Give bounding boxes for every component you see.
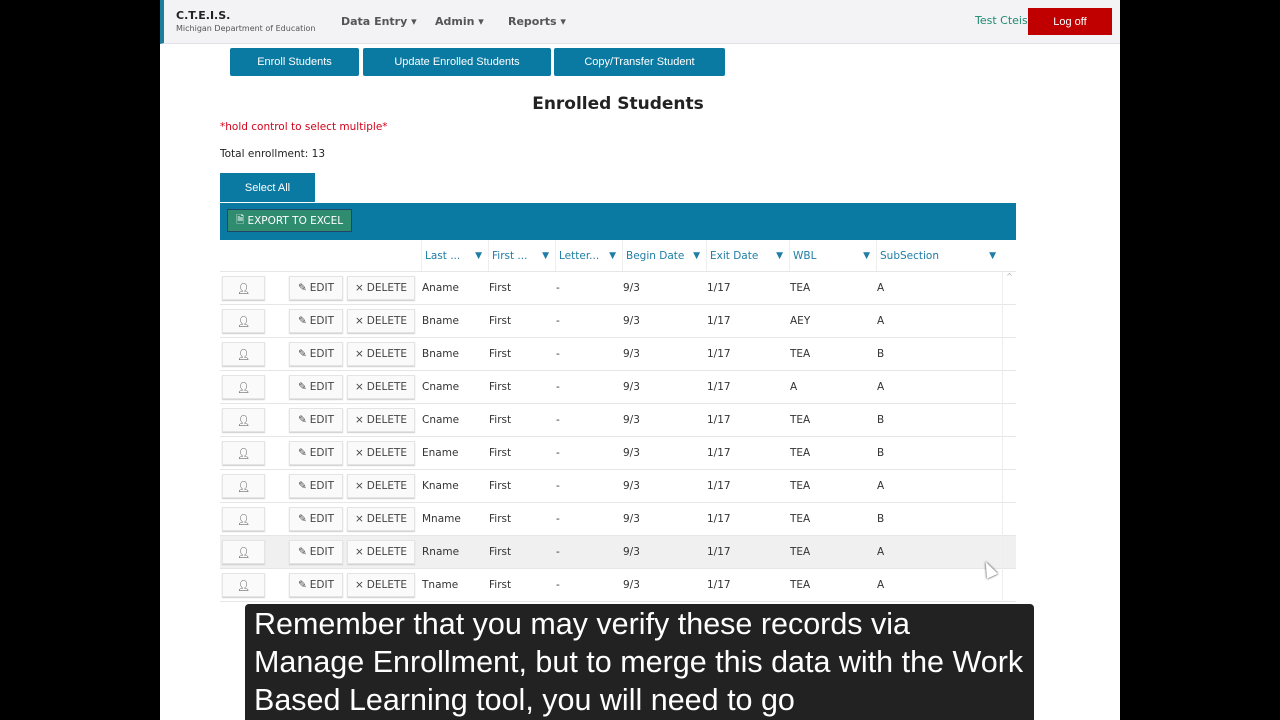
- cell: 9/3: [623, 348, 640, 360]
- close-icon: ×: [354, 282, 364, 294]
- table-row[interactable]: [220, 404, 1016, 437]
- view-student-button[interactable]: [222, 342, 265, 366]
- logoff-button[interactable]: Log off: [1028, 8, 1112, 35]
- user-link[interactable]: Test Cteis: [975, 14, 1028, 27]
- cell: 9/3: [623, 282, 640, 294]
- cell: TEA: [790, 414, 811, 426]
- column-header[interactable]: [555, 240, 622, 271]
- close-icon: ×: [354, 546, 364, 558]
- menu-admin[interactable]: Admin ▾: [435, 15, 484, 28]
- delete-button[interactable]: × DELETE: [347, 507, 415, 531]
- column-label: WBL: [793, 249, 817, 262]
- brand-subtitle: Michigan Department of Education: [176, 24, 316, 33]
- menu-data-entry[interactable]: Data Entry ▾: [341, 15, 417, 28]
- delete-button[interactable]: × DELETE: [347, 309, 415, 333]
- edit-button[interactable]: ✎ EDIT: [289, 375, 343, 399]
- cell: A: [877, 579, 885, 591]
- cell: 1/17: [707, 414, 731, 426]
- cell: -: [556, 579, 560, 591]
- column-header[interactable]: [622, 240, 706, 271]
- close-icon: ×: [354, 381, 364, 393]
- cell: First: [489, 315, 512, 327]
- brand[interactable]: [176, 9, 315, 33]
- cell: 1/17: [707, 447, 731, 459]
- brand-title: C.T.E.I.S.: [176, 9, 231, 22]
- total-enrollment: Total enrollment: 13: [220, 148, 326, 160]
- column-header[interactable]: [488, 240, 555, 271]
- excel-icon: 🗎: [236, 213, 245, 226]
- select-all-button[interactable]: Select All: [220, 173, 315, 202]
- cell: Bname: [422, 348, 459, 360]
- close-icon: ×: [354, 315, 364, 327]
- user-icon: 👤︎: [236, 480, 251, 493]
- delete-button[interactable]: × DELETE: [347, 375, 415, 399]
- filter-icon[interactable]: ▼: [609, 250, 616, 261]
- cell: TEA: [790, 546, 811, 558]
- cell: 9/3: [623, 315, 640, 327]
- cell: 1/17: [707, 282, 731, 294]
- cell: Tname: [422, 579, 459, 591]
- table-row[interactable]: [220, 371, 1016, 404]
- cell: First: [489, 348, 512, 360]
- column-header[interactable]: [706, 240, 789, 271]
- column-header[interactable]: [876, 240, 1002, 271]
- cell: 9/3: [623, 414, 640, 426]
- cell: First: [489, 447, 512, 459]
- column-label: Begin Date: [626, 249, 685, 262]
- user-icon: 👤︎: [236, 414, 251, 427]
- delete-button[interactable]: × DELETE: [347, 441, 415, 465]
- cell: 9/3: [623, 513, 640, 525]
- grid-toolbar: [220, 203, 1016, 240]
- cell: TEA: [790, 513, 811, 525]
- cell: Aname: [422, 282, 459, 294]
- cell: B: [877, 447, 885, 459]
- cell: First: [489, 282, 512, 294]
- cell: B: [877, 348, 885, 360]
- cell: 1/17: [707, 513, 731, 525]
- column-header[interactable]: [789, 240, 876, 271]
- edit-button[interactable]: ✎ EDIT: [289, 276, 343, 300]
- user-icon: 👤︎: [236, 579, 251, 592]
- edit-button[interactable]: ✎ EDIT: [289, 540, 343, 564]
- cell: A: [877, 480, 885, 492]
- cell: 1/17: [707, 381, 731, 393]
- cell: First: [489, 579, 512, 591]
- close-icon: ×: [354, 513, 364, 525]
- close-icon: ×: [354, 414, 364, 426]
- cell: TEA: [790, 282, 811, 294]
- cell: -: [556, 546, 560, 558]
- delete-button[interactable]: × DELETE: [347, 474, 415, 498]
- cell: -: [556, 282, 560, 294]
- cell: 1/17: [707, 348, 731, 360]
- cell: Rname: [422, 546, 460, 558]
- pencil-icon: ✎: [297, 315, 307, 327]
- filter-icon[interactable]: ▼: [776, 250, 783, 261]
- cell: 9/3: [623, 579, 640, 591]
- cell: Ename: [422, 447, 459, 459]
- delete-button[interactable]: × DELETE: [347, 408, 415, 432]
- user-icon: 👤︎: [236, 315, 251, 328]
- grid-scrollbar[interactable]: ^: [1002, 272, 1016, 602]
- column-header[interactable]: [421, 240, 488, 271]
- cell: -: [556, 414, 560, 426]
- cell: 1/17: [707, 315, 731, 327]
- table-row[interactable]: [220, 569, 1016, 602]
- cell: 9/3: [623, 546, 640, 558]
- cell: -: [556, 348, 560, 360]
- delete-button[interactable]: × DELETE: [347, 540, 415, 564]
- column-label: First ...: [492, 249, 528, 262]
- view-student-button[interactable]: [222, 408, 265, 432]
- grid-header: [220, 240, 1016, 272]
- filter-icon[interactable]: ▼: [693, 250, 700, 261]
- pencil-icon: ✎: [297, 282, 307, 294]
- table-row[interactable]: [220, 470, 1016, 503]
- close-icon: ×: [354, 480, 364, 492]
- table-row[interactable]: [220, 536, 1016, 569]
- close-icon: ×: [354, 348, 364, 360]
- copy-transfer-student-button[interactable]: Copy/Transfer Student: [554, 48, 725, 76]
- view-student-button[interactable]: [222, 507, 265, 531]
- cell: A: [877, 282, 885, 294]
- export-to-excel-button[interactable]: 🗎 EXPORT TO EXCEL: [227, 209, 352, 232]
- column-label: Letter...: [559, 249, 600, 262]
- view-student-button[interactable]: [222, 375, 265, 399]
- cell: Mname: [422, 513, 461, 525]
- edit-button[interactable]: ✎ EDIT: [289, 342, 343, 366]
- user-icon: 👤︎: [236, 348, 251, 361]
- column-label: Exit Date: [710, 249, 759, 262]
- cell: 1/17: [707, 480, 731, 492]
- user-icon: 👤︎: [236, 282, 251, 295]
- pencil-icon: ✎: [297, 579, 307, 591]
- menu-reports[interactable]: Reports ▾: [508, 15, 566, 28]
- view-student-button[interactable]: [222, 441, 265, 465]
- close-icon: ×: [354, 579, 364, 591]
- cell: 1/17: [707, 546, 731, 558]
- edit-button[interactable]: ✎ EDIT: [289, 309, 343, 333]
- column-label: SubSection: [880, 249, 939, 262]
- table-row[interactable]: [220, 437, 1016, 470]
- pencil-icon: ✎: [297, 480, 307, 492]
- view-student-button[interactable]: [222, 309, 265, 333]
- page-title: Enrolled Students: [532, 94, 704, 114]
- cell: AEY: [790, 315, 811, 327]
- cell: First: [489, 414, 512, 426]
- cell: A: [877, 315, 885, 327]
- enroll-students-button[interactable]: Enroll Students: [230, 48, 359, 76]
- cell: A: [877, 546, 885, 558]
- pencil-icon: ✎: [297, 546, 307, 558]
- cell: 9/3: [623, 447, 640, 459]
- cell: TEA: [790, 579, 811, 591]
- pencil-icon: ✎: [297, 381, 307, 393]
- delete-button[interactable]: × DELETE: [347, 342, 415, 366]
- filter-icon[interactable]: ▼: [989, 250, 996, 261]
- delete-button[interactable]: × DELETE: [347, 573, 415, 597]
- edit-button[interactable]: ✎ EDIT: [289, 507, 343, 531]
- update-enrolled-students-button[interactable]: Update Enrolled Students: [363, 48, 551, 76]
- view-student-button[interactable]: [222, 540, 265, 564]
- edit-button[interactable]: ✎ EDIT: [289, 408, 343, 432]
- filter-icon[interactable]: ▼: [475, 250, 482, 261]
- cell: 1/17: [707, 579, 731, 591]
- cell: -: [556, 315, 560, 327]
- navbar: [160, 0, 1120, 44]
- table-row[interactable]: [220, 305, 1016, 338]
- pencil-icon: ✎: [297, 447, 307, 459]
- cell: B: [877, 414, 885, 426]
- cell: -: [556, 513, 560, 525]
- cell: Cname: [422, 381, 460, 393]
- pencil-icon: ✎: [297, 348, 307, 360]
- cell: First: [489, 513, 512, 525]
- pencil-icon: ✎: [297, 513, 307, 525]
- user-icon: 👤︎: [236, 546, 251, 559]
- column-label: Last ...: [425, 249, 461, 262]
- cell: First: [489, 480, 512, 492]
- view-student-button[interactable]: [222, 276, 265, 300]
- user-icon: 👤︎: [236, 381, 251, 394]
- delete-button[interactable]: × DELETE: [347, 276, 415, 300]
- edit-button[interactable]: ✎ EDIT: [289, 474, 343, 498]
- filter-icon[interactable]: ▼: [542, 250, 549, 261]
- cell: 9/3: [623, 480, 640, 492]
- table-row[interactable]: [220, 338, 1016, 371]
- cell: A: [877, 381, 885, 393]
- cell: TEA: [790, 480, 811, 492]
- cell: TEA: [790, 447, 811, 459]
- filter-icon[interactable]: ▼: [863, 250, 870, 261]
- view-student-button[interactable]: [222, 573, 265, 597]
- view-student-button[interactable]: [222, 474, 265, 498]
- edit-button[interactable]: ✎ EDIT: [289, 573, 343, 597]
- close-icon: ×: [354, 447, 364, 459]
- cell: A: [790, 381, 798, 393]
- cell: B: [877, 513, 885, 525]
- table-row[interactable]: [220, 272, 1016, 305]
- user-icon: 👤︎: [236, 447, 251, 460]
- cell: TEA: [790, 348, 811, 360]
- edit-button[interactable]: ✎ EDIT: [289, 441, 343, 465]
- user-icon: 👤︎: [236, 513, 251, 526]
- cell: Bname: [422, 315, 459, 327]
- students-grid: [220, 240, 1016, 602]
- pencil-icon: ✎: [297, 414, 307, 426]
- cell: Cname: [422, 414, 460, 426]
- cell: First: [489, 546, 512, 558]
- cell: First: [489, 381, 512, 393]
- table-row[interactable]: [220, 503, 1016, 536]
- cell: 9/3: [623, 381, 640, 393]
- cell: -: [556, 480, 560, 492]
- cell: -: [556, 447, 560, 459]
- cell: -: [556, 381, 560, 393]
- hint-text: *hold control to select multiple*: [220, 121, 388, 133]
- cell: Kname: [422, 480, 459, 492]
- video-caption: Remember that you may verify these records via Manage Enrollment, but to merge this data with the Work Based Learning tool, you will need to go: [245, 604, 1034, 720]
